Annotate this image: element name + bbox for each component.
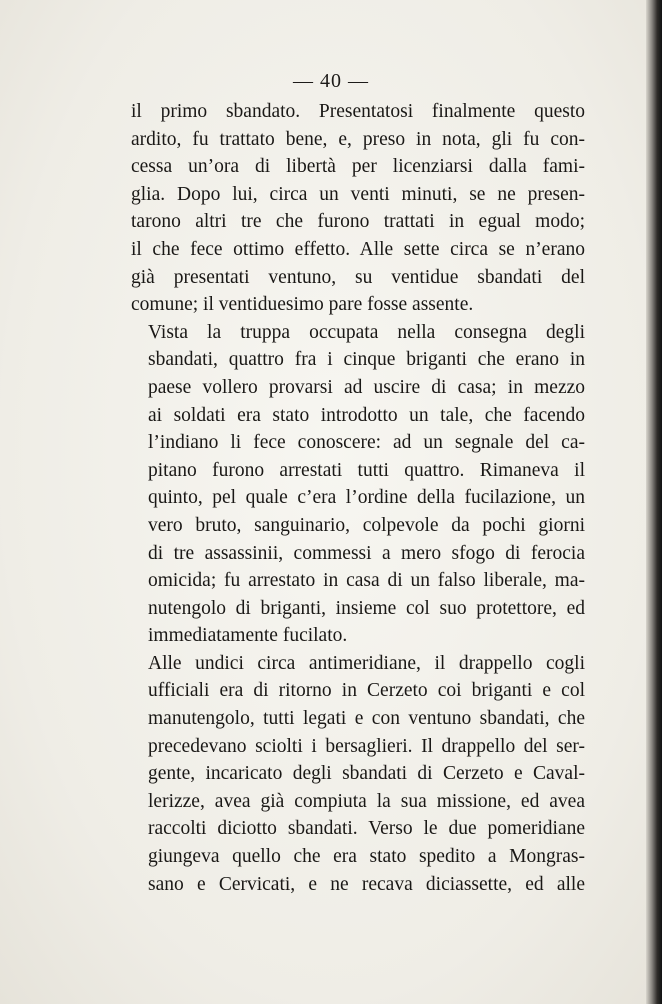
text-line: glia. Dopo lui, circa un venti minuti, se ne presen- [131, 183, 585, 205]
text-line: di tre assassinii, commessi a mero sfogo di ferocia [148, 542, 585, 564]
paragraph-2 [131, 319, 585, 650]
text-line: vero bruto, sanguinario, colpevole da pochi giorni [148, 514, 585, 536]
paragraph-1 [131, 98, 585, 319]
text-line: paese vollero provarsi ad uscire di casa; in mezzo [148, 376, 585, 398]
text-line: nutengolo di briganti, insieme col suo protettore, ed [148, 597, 585, 619]
text-line: ufficiali era di ritorno in Cerzeto coi briganti e col [148, 680, 585, 702]
text-line: omicida; fu arrestato in casa di un falso liberale, ma- [148, 570, 585, 592]
text-line: tarono altri tre che furono trattati in egual modo; [131, 211, 585, 233]
text-line: pitano furono arrestati tutti quattro. Rimaneva il [148, 459, 585, 481]
text-line: raccolti diciotto sbandati. Verso le due pomeridiane [148, 818, 585, 840]
text-line: giungeva quello che era stato spedito a Mongras- [148, 846, 585, 868]
scan-shadow-edge [646, 0, 662, 1004]
text-line: il primo sbandato. Presentatosi finalmente questo [131, 101, 585, 122]
text-line: ardito, fu trattato bene, e, preso in nota, gli fu con- [131, 128, 585, 150]
body-text [131, 98, 585, 898]
text-line: Vista la truppa occupata nella consegna degli [148, 321, 585, 343]
text-line: cessa un’ora di libertà per licenziarsi dalla fami- [131, 156, 585, 178]
text-line: il che fece ottimo effetto. Alle sette circa se n’erano [131, 238, 585, 260]
text-line: precedevano sciolti i bersaglieri. Il drappello del ser- [148, 735, 585, 757]
text-line: quinto, pel quale c’era l’ordine della fucilazione, un [148, 487, 585, 509]
text-line: sbandati, quattro fra i cinque briganti che erano in [148, 349, 585, 371]
text-line: già presentati ventuno, su ventidue sbandati del [131, 266, 585, 288]
text-line: comune; il ventiduesimo pare fosse assente. [131, 294, 474, 316]
text-line: lerizze, avea già compiuta la sua missione, ed avea [148, 790, 585, 812]
text-line: ai soldati era stato introdotto un tale, che facendo [148, 404, 585, 426]
text-line: sano e Cervicati, e ne recava diciassette, ed alle [148, 873, 585, 895]
text-line: Alle undici circa antimeridiane, il drappello cogli [148, 652, 585, 674]
paragraph-3 [131, 650, 585, 898]
text-line: l’indiano li fece conoscere: ad un segnale del ca- [148, 432, 585, 454]
text-line: gente, incaricato degli sbandati di Cerzeto e Caval- [148, 763, 585, 785]
page-number: — 40 — [293, 70, 369, 92]
text-line: immediatamente fucilato. [148, 625, 348, 647]
text-line: manutengolo, tutti legati e con ventuno sbandati, che [148, 708, 585, 730]
